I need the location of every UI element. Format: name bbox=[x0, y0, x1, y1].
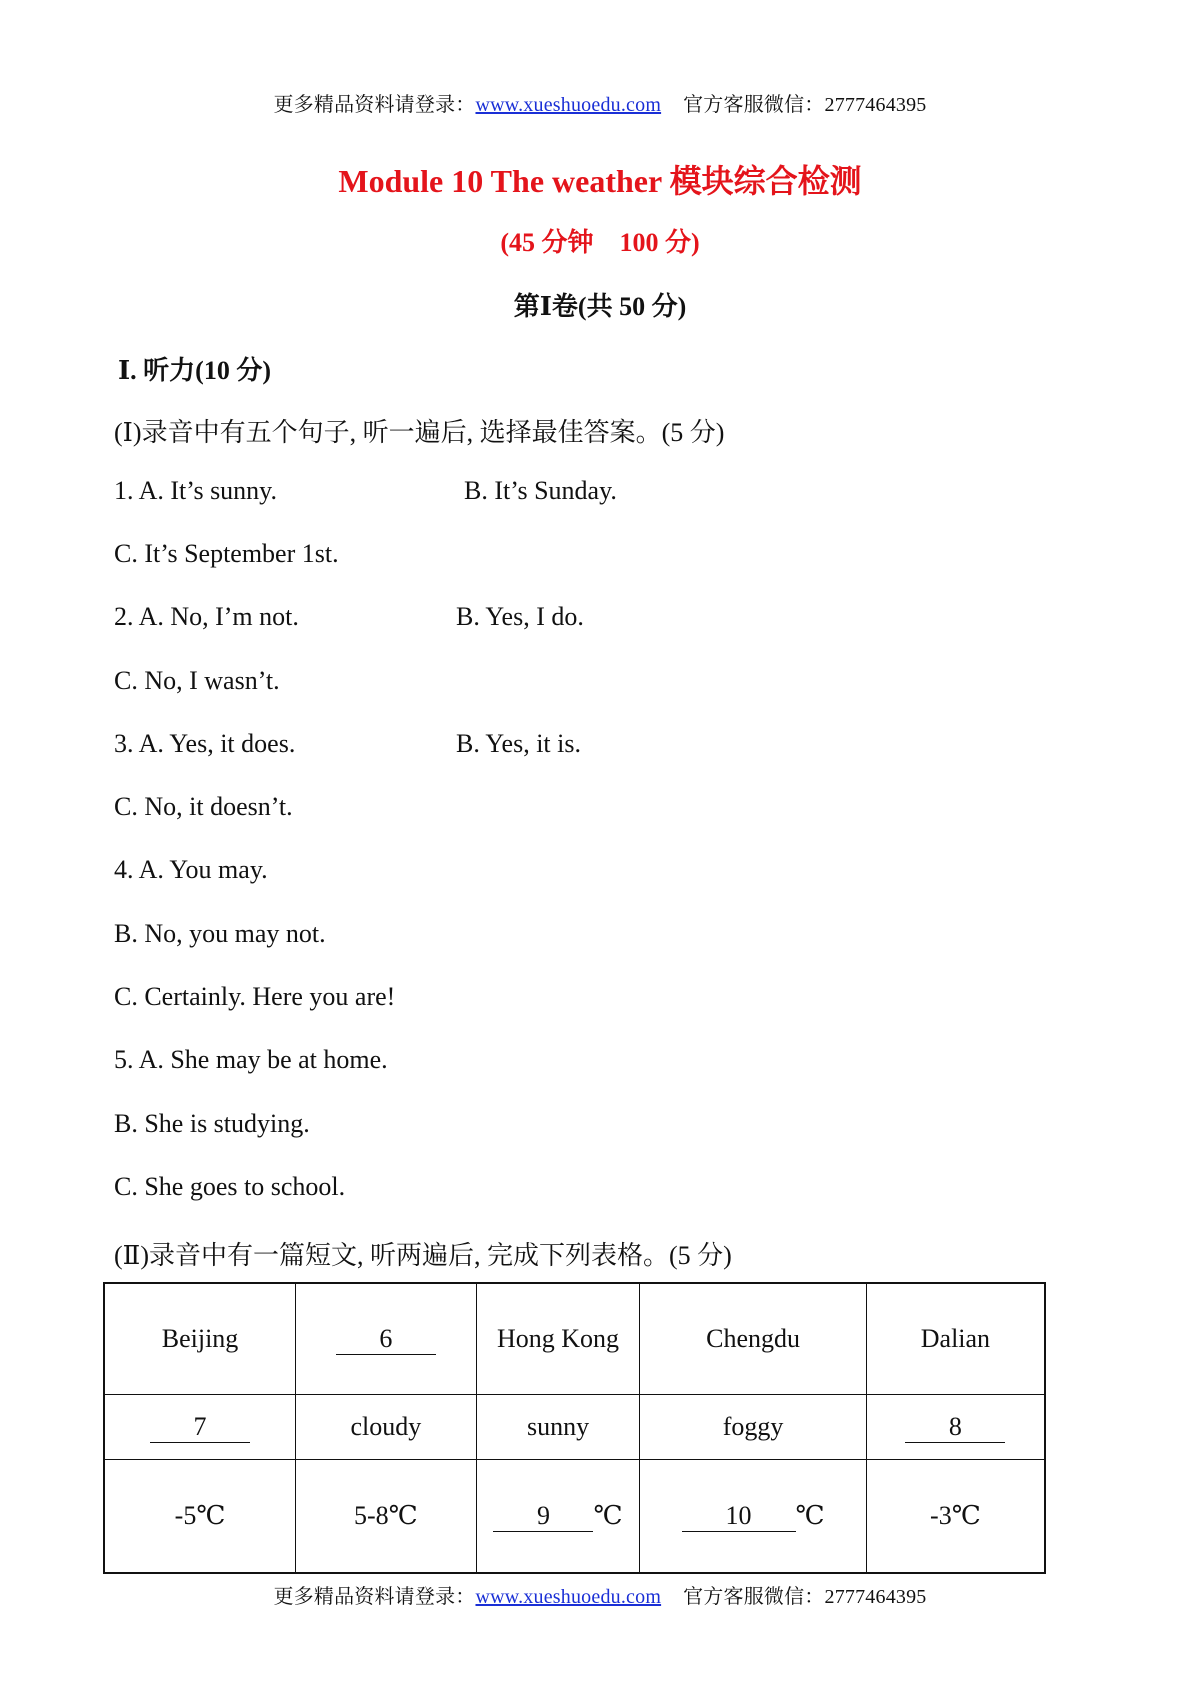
blank-6: 6 bbox=[336, 1324, 436, 1355]
blank-10: 10 bbox=[682, 1501, 796, 1532]
q2-option-a: 2. A. No, I’m not. bbox=[114, 602, 299, 631]
table-cell bbox=[476, 1460, 640, 1574]
part1-instruction: (Ⅰ)录音中有五个句子, 听一遍后, 选择最佳答案。(5 分) bbox=[114, 418, 725, 447]
q4-option-c: C. Certainly. Here you are! bbox=[114, 982, 396, 1011]
temp-beijing: -5℃ bbox=[174, 1501, 226, 1530]
document-subtitle: (45 分钟 100 分) bbox=[500, 228, 700, 257]
q2-option-b: B. Yes, I do. bbox=[456, 602, 584, 631]
volume-heading: 第Ⅰ卷(共 50 分) bbox=[513, 292, 687, 321]
blank-7: 7 bbox=[150, 1412, 250, 1443]
table-cell bbox=[476, 1395, 640, 1460]
table-cell bbox=[296, 1460, 477, 1574]
table-cell bbox=[296, 1283, 477, 1395]
city-dalian: Dalian bbox=[920, 1324, 991, 1353]
table-cell bbox=[640, 1395, 866, 1460]
q3-option-c: C. No, it doesn’t. bbox=[114, 792, 293, 821]
table-row bbox=[104, 1283, 1045, 1395]
footer-site-link[interactable]: www.xueshuoedu.com bbox=[475, 1586, 662, 1608]
q1-option-a: 1. A. It’s sunny. bbox=[114, 476, 277, 505]
table-cell bbox=[104, 1460, 296, 1574]
table-cell bbox=[104, 1283, 296, 1395]
temp-unit: ℃ bbox=[795, 1500, 825, 1530]
q1-option-c: C. It’s September 1st. bbox=[114, 539, 339, 568]
table-row bbox=[104, 1395, 1045, 1460]
city-hong-kong: Hong Kong bbox=[496, 1324, 620, 1353]
footer-prefix: 更多精品资料请登录： bbox=[273, 1586, 476, 1608]
q2-option-c: C. No, I wasn’t. bbox=[114, 666, 280, 695]
q5-option-a: 5. A. She may be at home. bbox=[114, 1045, 388, 1074]
q3-option-b: B. Yes, it is. bbox=[456, 729, 581, 758]
q4-option-b: B. No, you may not. bbox=[114, 919, 326, 948]
q5-option-b: B. She is studying. bbox=[114, 1109, 310, 1138]
table-cell bbox=[104, 1395, 296, 1460]
q5-option-c: C. She goes to school. bbox=[114, 1172, 346, 1201]
page-header bbox=[0, 88, 1200, 117]
table-cell bbox=[866, 1395, 1045, 1460]
header-prefix: 更多精品资料请登录： bbox=[273, 94, 476, 116]
document-title: Module 10 The weather 模块综合检测 bbox=[338, 163, 862, 199]
table-cell bbox=[640, 1283, 866, 1395]
weather-table bbox=[103, 1282, 1046, 1574]
footer-service: 官方客服微信：2777464395 bbox=[683, 1586, 927, 1608]
page-footer bbox=[0, 1580, 1200, 1609]
table-cell bbox=[640, 1460, 866, 1574]
weather-sunny: sunny bbox=[526, 1412, 590, 1441]
blank-9: 9 bbox=[493, 1501, 593, 1532]
table-cell bbox=[296, 1395, 477, 1460]
weather-cloudy: cloudy bbox=[350, 1412, 422, 1441]
q4-option-a: 4. A. You may. bbox=[114, 855, 268, 884]
table-cell bbox=[866, 1283, 1045, 1395]
table-cell bbox=[866, 1460, 1045, 1574]
city-beijing: Beijing bbox=[161, 1324, 239, 1353]
header-site-link[interactable]: www.xueshuoedu.com bbox=[475, 94, 662, 116]
weather-foggy: foggy bbox=[722, 1412, 784, 1441]
temp-dalian: -3℃ bbox=[930, 1501, 981, 1530]
section-heading: Ⅰ. 听力(10 分) bbox=[118, 356, 271, 385]
temp-second-city: 5-8℃ bbox=[353, 1501, 418, 1530]
city-chengdu: Chengdu bbox=[706, 1324, 801, 1353]
blank-8: 8 bbox=[905, 1412, 1005, 1443]
temp-unit: ℃ bbox=[593, 1500, 623, 1530]
table-cell bbox=[476, 1283, 640, 1395]
header-service: 官方客服微信：2777464395 bbox=[683, 94, 927, 116]
table-row bbox=[104, 1460, 1045, 1574]
part2-instruction: (Ⅱ)录音中有一篇短文, 听两遍后, 完成下列表格。(5 分) bbox=[114, 1241, 732, 1270]
q1-option-b: B. It’s Sunday. bbox=[464, 476, 617, 505]
q3-option-a: 3. A. Yes, it does. bbox=[114, 729, 296, 758]
